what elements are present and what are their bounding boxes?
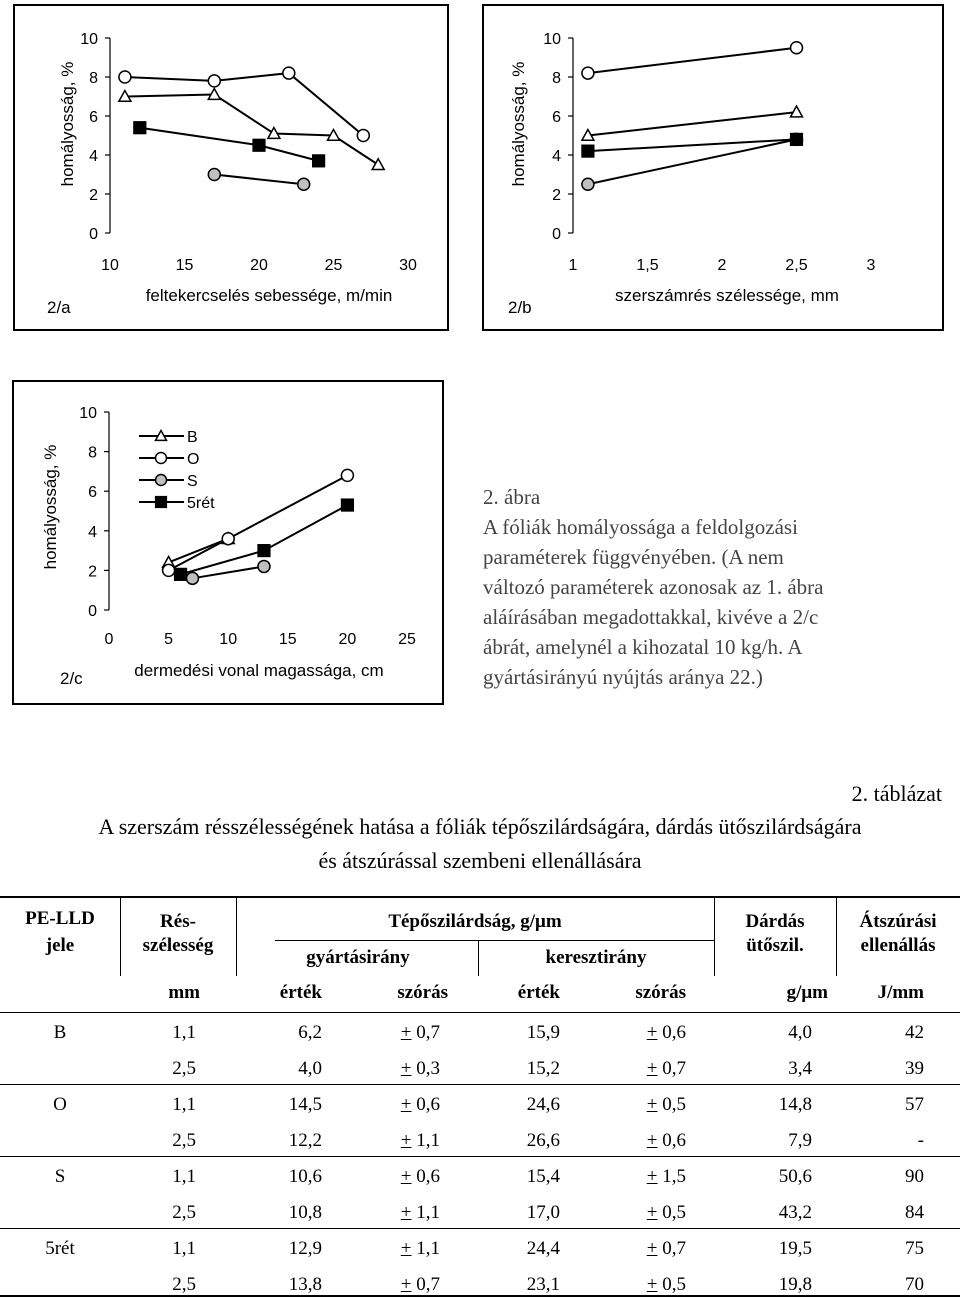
panel-tag: 2/c — [60, 669, 83, 688]
y-tick-label: 2 — [552, 187, 561, 204]
x-tick-label: 15 — [278, 631, 297, 648]
table-cell: 4,0 — [788, 1022, 812, 1043]
unit-header: J/mm — [877, 982, 924, 1003]
row-rule — [0, 1228, 960, 1229]
table-cell: 1,1 — [172, 1094, 196, 1115]
x-tick-label: 15 — [175, 257, 194, 274]
square-marker — [258, 545, 270, 557]
unit-header: érték — [517, 982, 560, 1003]
table-cell: 57 — [905, 1094, 924, 1115]
table-cell: 24,4 — [526, 1238, 560, 1259]
x-tick-label: 5 — [164, 631, 174, 648]
y-tick-label: 10 — [79, 405, 97, 422]
x-tick-label: 10 — [219, 631, 238, 648]
y-axis-label: homályosság, % — [509, 61, 528, 187]
y-tick-label: 10 — [80, 31, 98, 48]
square-marker — [253, 139, 265, 151]
table-title-line: és átszúrással szembeni ellenállására — [318, 848, 642, 873]
x-axis-label: feltekercselés sebessége, m/min — [145, 286, 393, 305]
series-line-O — [125, 73, 363, 135]
unit-header: szórás — [635, 982, 686, 1003]
table-cell: 84 — [905, 1202, 924, 1223]
panel-tag: 2/a — [47, 298, 71, 317]
y-tick-label: 0 — [552, 226, 561, 243]
table-cell: + 0,6 — [400, 1094, 440, 1115]
x-tick-label: 2 — [717, 257, 727, 274]
table-cell: 19,5 — [778, 1238, 812, 1259]
header-keresztirany: keresztirány — [545, 947, 647, 968]
caption-line: A fóliák homályossága a feldolgozási — [483, 515, 798, 539]
caption-line: paraméterek függvényében. (A nem — [483, 545, 784, 569]
x-axis-label: dermedési vonal magassága, cm — [134, 661, 384, 680]
table-cell: 50,6 — [778, 1166, 812, 1187]
x-tick-label: 1 — [568, 257, 578, 274]
x-tick-label: 0 — [104, 631, 114, 648]
unit-header: g/μm — [786, 982, 828, 1003]
table-cell: 70 — [905, 1274, 924, 1295]
table-cell: 17,0 — [526, 1202, 560, 1223]
table-cell: 23,1 — [526, 1274, 560, 1295]
y-tick-label: 4 — [552, 148, 561, 165]
y-tick-label: 8 — [88, 444, 97, 462]
row-label: B — [53, 1022, 67, 1043]
header-res: Rés- — [160, 911, 196, 932]
header-teposzilardsag: Tépőszilárdság, g/μm — [388, 911, 562, 932]
x-axis-label: szerszámrés szélessége, mm — [615, 286, 839, 305]
y-tick-label: 2 — [89, 187, 98, 204]
table-cell: + 1,1 — [400, 1238, 440, 1259]
x-tick-label: 25 — [398, 631, 416, 648]
header-szelesseg: szélesség — [142, 935, 214, 956]
table-cell: 15,2 — [526, 1058, 560, 1079]
data-table — [0, 896, 960, 1296]
circle-marker — [156, 475, 167, 486]
y-tick-label: 0 — [88, 603, 97, 620]
table-cell: + 0,5 — [646, 1202, 686, 1223]
circle-marker — [186, 572, 198, 584]
square-marker — [582, 145, 594, 157]
chart-panel-b — [482, 4, 944, 331]
series-line-B — [125, 95, 378, 165]
table-cell: + 0,7 — [400, 1274, 440, 1295]
table-number: 2. táblázat — [851, 781, 942, 806]
header-utoszil: ütőszil. — [746, 935, 804, 956]
table-title-line: A szerszám résszélességének hatása a fóliák tépőszilárdságára, dárdás ütőszilárdságára — [98, 814, 862, 839]
y-tick-label: 6 — [552, 109, 561, 126]
circle-marker — [283, 67, 295, 79]
table-cell: 24,6 — [526, 1094, 560, 1115]
circle-marker — [582, 178, 594, 190]
row-rule — [0, 1156, 960, 1157]
header-rule — [275, 940, 714, 941]
y-tick-label: 8 — [89, 70, 98, 87]
table-cell: 4,0 — [298, 1058, 322, 1079]
table-cell: 2,5 — [172, 1274, 196, 1295]
legend-label: B — [187, 429, 198, 446]
caption-line: gyártásirányú nyújtás aránya 22.) — [483, 665, 763, 689]
y-tick-label: 4 — [88, 523, 97, 541]
x-tick-label: 20 — [338, 631, 357, 648]
table-cell: + 0,3 — [400, 1058, 440, 1079]
row-label: S — [54, 1166, 66, 1187]
legend-label: O — [187, 451, 200, 468]
table-cell: 15,9 — [526, 1022, 560, 1043]
panel-tag: 2/b — [508, 298, 532, 317]
table-cell: 6,2 — [298, 1022, 322, 1043]
row-label: O — [53, 1094, 67, 1115]
x-tick-label: 10 — [101, 257, 119, 274]
table-cell: + 0,6 — [646, 1022, 686, 1043]
table-cell: 90 — [905, 1166, 924, 1187]
table-cell: + 1,5 — [646, 1166, 686, 1187]
table-cell: + 0,5 — [646, 1274, 686, 1295]
table-cell: 12,2 — [288, 1130, 322, 1151]
circle-marker — [341, 469, 353, 481]
x-tick-label: 20 — [250, 257, 268, 274]
caption-line: ábrát, amelynél a kihozatal 10 kg/h. A — [483, 635, 803, 659]
table-cell: + 0,7 — [400, 1022, 440, 1043]
table-cell: 14,5 — [288, 1094, 322, 1115]
table-cell: + 0,6 — [646, 1130, 686, 1151]
table-cell: 10,6 — [288, 1166, 322, 1187]
circle-marker — [582, 67, 594, 79]
table-cell: 2,5 — [172, 1202, 196, 1223]
table-cell: 2,5 — [172, 1058, 196, 1079]
y-tick-label: 6 — [88, 484, 97, 502]
legend-label: 5rét — [187, 495, 215, 512]
table-cell: 15,4 — [526, 1166, 560, 1187]
series-line-B — [169, 539, 229, 563]
table-cell: 2,5 — [172, 1130, 196, 1151]
chart-b — [484, 6, 946, 333]
header-dardas: Dárdás — [745, 911, 805, 932]
table-cell: + 0,7 — [646, 1238, 686, 1259]
x-tick-label: 25 — [324, 257, 343, 274]
series-line-O — [588, 48, 797, 73]
unit-header: érték — [279, 982, 322, 1003]
table-cell: 3,4 — [788, 1058, 812, 1079]
table-cell: 1,1 — [172, 1166, 196, 1187]
figure-caption — [483, 482, 943, 692]
header-atszurasi: Átszúrási — [859, 911, 937, 932]
circle-marker — [208, 75, 220, 87]
chart-c — [14, 382, 446, 707]
table-cell: 1,1 — [172, 1022, 196, 1043]
unit-header: mm — [168, 982, 200, 1003]
table-cell: 10,8 — [288, 1202, 322, 1223]
series-line-5rét — [140, 128, 319, 161]
square-marker — [341, 499, 353, 511]
circle-marker — [222, 533, 234, 545]
table-cell: 12,9 — [288, 1238, 322, 1259]
x-tick-label: 1,5 — [636, 257, 659, 274]
x-tick-label: 30 — [399, 257, 417, 274]
circle-marker — [258, 560, 270, 572]
table-top-rule — [0, 896, 960, 898]
y-tick-label: 4 — [89, 148, 98, 165]
table-title — [0, 810, 960, 878]
circle-marker — [791, 42, 803, 54]
chart-panel-a — [13, 4, 449, 331]
table-cell: + 0,5 — [646, 1094, 686, 1115]
table-cell: + 1,1 — [400, 1130, 440, 1151]
table-cell: + 0,6 — [400, 1166, 440, 1187]
chart-legend — [139, 429, 215, 512]
square-marker — [156, 497, 167, 508]
circle-marker — [357, 130, 369, 142]
table-cell: 26,6 — [526, 1130, 560, 1151]
table-cell: 1,1 — [172, 1238, 196, 1259]
chart-a — [15, 6, 451, 333]
y-axis-label: homályosság, % — [58, 61, 77, 187]
table-cell: 7,9 — [788, 1130, 812, 1151]
y-axis-label: homályosság, % — [41, 444, 60, 570]
units-rule — [0, 1012, 960, 1013]
header-jele: jele — [45, 935, 75, 956]
y-tick-label: 6 — [89, 109, 98, 126]
table-cell: + 0,7 — [646, 1058, 686, 1079]
y-tick-label: 2 — [88, 563, 97, 581]
table-cell: + 1,1 — [400, 1202, 440, 1223]
unit-header: szórás — [397, 982, 448, 1003]
table-cell: - — [917, 1130, 924, 1151]
header-ellenallas: ellenállás — [860, 935, 936, 956]
header-gyartasirany: gyártásirány — [306, 947, 410, 968]
y-tick-label: 10 — [543, 31, 561, 48]
row-label: 5rét — [45, 1238, 75, 1259]
circle-marker — [208, 169, 220, 181]
square-marker — [791, 133, 803, 145]
table-cell: 43,2 — [778, 1202, 812, 1223]
square-marker — [175, 568, 187, 580]
table-cell: 14,8 — [778, 1094, 812, 1115]
circle-marker — [119, 71, 131, 83]
x-tick-label: 3 — [866, 257, 876, 274]
caption-line: változó paraméterek azonosak az 1. ábra — [483, 575, 824, 599]
table-cell: 13,8 — [288, 1274, 322, 1295]
series-line-B — [588, 112, 797, 135]
series-line-S — [214, 175, 303, 185]
row-rule — [0, 1084, 960, 1085]
header-pe-lld: PE-LLD — [25, 908, 95, 929]
table-cell: 39 — [905, 1058, 924, 1079]
y-tick-label: 0 — [89, 226, 98, 243]
triangle-marker — [372, 159, 384, 170]
table-cell: 42 — [905, 1022, 924, 1043]
y-tick-label: 8 — [552, 70, 561, 87]
circle-marker — [156, 453, 167, 464]
square-marker — [134, 122, 146, 134]
caption-line: 2. ábra — [483, 485, 541, 509]
caption-line: aláírásában megadottakkal, kivéve a 2/c — [483, 605, 819, 629]
chart-panel-c — [12, 380, 444, 705]
x-tick-label: 2,5 — [785, 257, 808, 274]
triangle-marker — [791, 106, 803, 117]
table-cell: 19,8 — [778, 1274, 812, 1295]
circle-marker — [298, 178, 310, 190]
legend-label: S — [187, 473, 198, 490]
square-marker — [313, 155, 325, 167]
circle-marker — [163, 564, 175, 576]
table-cell: 75 — [905, 1238, 924, 1259]
